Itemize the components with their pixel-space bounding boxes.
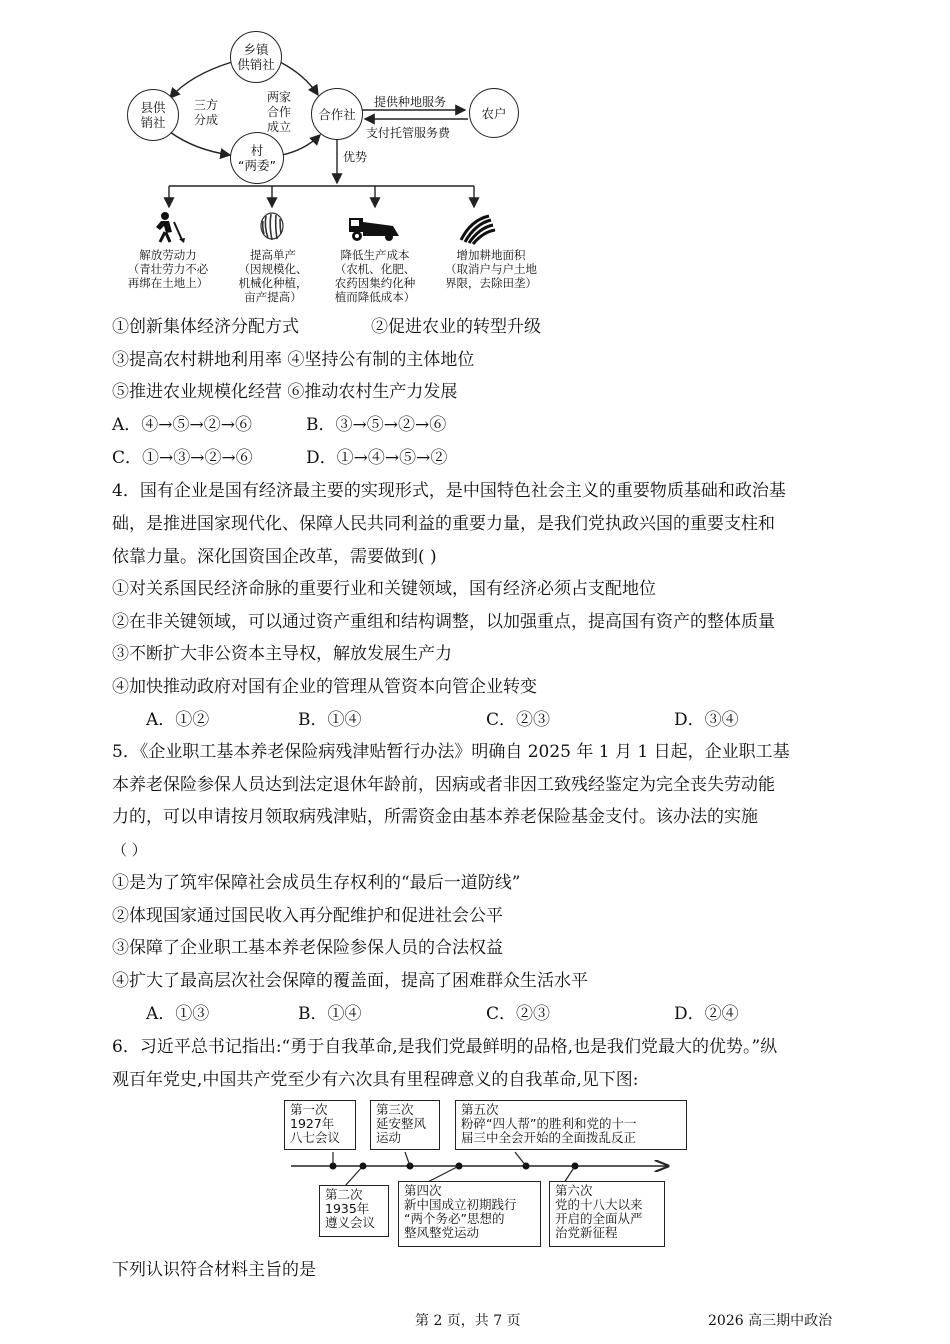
q5-item-4: ④扩大了最高层次社会保障的覆盖面，提高了困难群众生活水平 [112,971,588,991]
cooperative-diagram [0,0,950,310]
edge-cun-hezuoshe [282,135,320,155]
wheat-icon [261,213,283,240]
q5-choice-c[interactable]: C．②③ [486,1004,551,1024]
exam-title: 2026 高三期中政治 [708,1313,833,1329]
farmland-icon [461,216,495,244]
q6-stem-line-2: 观百年党史,中国共产党至少有六次具有里程碑意义的自我革命,见下图: [112,1070,639,1090]
timeline-event-sixth: 第六次 党的十八大以来 开启的全面从严 治党新征程 [549,1181,665,1247]
label-pay-fee: 支付托管服务费 [366,126,451,140]
benefit-desc: （因规模化、 机械化种植， 亩产提高） [238,262,308,304]
timeline-event-second: 第二次 1935年 遵义会议 [319,1185,389,1237]
page-number: 第 2 页，共 7 页 [415,1313,521,1329]
q4-stem-line-2: 础，是推进国家现代化、保障人民共同利益的重要力量，是我们党执政兴国的重要支柱和 [112,514,775,534]
label-three-way-split: 三方 分成 [194,98,219,127]
benefit-item [428,248,554,290]
q5-choice-a[interactable]: A．①③ [146,1004,210,1024]
timeline-event-third: 第三次 延安整风 运动 [370,1100,440,1150]
q5-stem-line-3: 力的，可以申请按月领取病残津贴，所需资金由基本养老保险基金支付。该办法的实施 [112,807,758,827]
q3-choice-c[interactable]: C．①→③→②→⑥ [112,448,253,468]
q5-item-1: ①是为了筑牢保障社会成员生存权利的“最后一道防线” [112,873,521,893]
q4-item-4: ④加快推动政府对国有企业的管理从管资本向管企业转变 [112,677,537,697]
node-county-supply-coop: 县供 销社 [127,89,179,141]
q4-choice-d[interactable]: D．③④ [674,710,739,730]
q6-stem-line-1: 6．习近平总书记指出:“勇于自我革命,是我们党最鲜明的品格,也是我们党最大的优势。”纵 [112,1037,778,1057]
edge-xian-cun [170,132,230,155]
q3-option-1: ①创新集体经济分配方式 [112,317,299,337]
benefit-title: 增加耕地面积 [456,248,526,262]
q3-choice-a[interactable]: A．④→⑤→②→⑥ [112,415,253,435]
worker-digging-icon [156,212,185,243]
q3-choice-d[interactable]: D．①→④→⑤→② [306,448,448,468]
q3-choice-b[interactable]: B．③→⑤→②→⑥ [306,415,447,435]
benefit-item [108,248,228,290]
q5-stem-line-1: 5．《企业职工基本养老保险病残津贴暂行办法》明确自 2025 年 1 月 1 日起，企业职工基 [112,742,790,762]
q4-stem-line-3: 依靠力量。深化国资国企改革，需要做到( ) [112,547,437,567]
q4-choice-c[interactable]: C．②③ [486,710,551,730]
benefit-item [318,248,432,304]
q5-item-3: ③保障了企业职工基本养老保险参保人员的合法权益 [112,938,503,958]
q4-choice-a[interactable]: A．①② [146,710,210,730]
q5-stem-line-4: （ ） [112,841,147,859]
q4-stem-line-1: 4．国有企业是国有经济最主要的实现形式，是中国特色社会主义的重要物质基础和政治基 [112,481,786,501]
benefit-title: 降低生产成本 [340,248,410,262]
label-provide-service: 提供种地服务 [374,95,447,109]
node-farmer: 农户 [469,88,519,138]
benefit-desc: （农机、化肥、 农药因集约化种 植而降低成本） [334,262,416,304]
label-advantage: 优势 [343,150,368,164]
q4-item-3: ③不断扩大非公资本主导权，解放发展生产力 [112,644,452,664]
q3-option-3-4: ③提高农村耕地利用率 ④坚持公有制的主体地位 [112,350,475,370]
q4-item-1: ①对关系国民经济命脉的重要行业和关键领域，国有经济必须占支配地位 [112,579,656,599]
self-revolution-timeline [0,1094,950,1254]
q4-choice-b[interactable]: B．①④ [298,710,362,730]
q4-item-2: ②在非关键领域，可以通过资产重组和结构调整，以加强重点，提高国有资产的整体质量 [112,612,775,632]
q5-choice-d[interactable]: D．②④ [674,1004,739,1024]
q5-choice-b[interactable]: B．①④ [298,1004,362,1024]
q5-item-2: ②体现国家通过国民收入再分配维护和促进社会公平 [112,906,503,926]
edge-xiangzhen-xian [170,62,232,98]
timeline-event-fourth: 第四次 新中国成立初期践行 “两个务必”思想的 整风整党运动 [398,1181,541,1247]
q3-option-5-6: ⑤推进农业规模化经营 ⑥推动农村生产力发展 [112,382,458,402]
q5-stem-line-2: 本养老保险参保人员达到法定退休年龄前，因病或者非因工致残经鉴定为完全丧失劳动能 [112,775,775,795]
timeline-event-first: 第一次 1927年 八七会议 [284,1100,356,1150]
benefit-desc: （青壮劳力不必 再绑在土地上） [127,262,209,290]
q3-option-2: ②促进农业的转型升级 [371,317,541,337]
benefit-desc: （取消户与户土地 界限，去除田垄） [445,262,537,290]
benefit-item [218,248,328,304]
q6-question: 下列认识符合材料主旨的是 [112,1260,316,1280]
timeline-event-fifth: 第五次 粉碎“四人帮”的胜利和党的十一 届三中全会开始的全面拨乱反正 [455,1100,687,1150]
benefit-title: 提高单产 [250,248,296,262]
label-two-found: 两家 合作 成立 [267,90,292,134]
tractor-icon [349,218,399,241]
node-village-committee: 村 “两委” [230,132,284,184]
benefit-title: 解放劳动力 [139,248,197,262]
node-cooperative: 合作社 [311,88,363,140]
node-xiangzhen-supply-coop: 乡镇 供销社 [230,31,282,83]
